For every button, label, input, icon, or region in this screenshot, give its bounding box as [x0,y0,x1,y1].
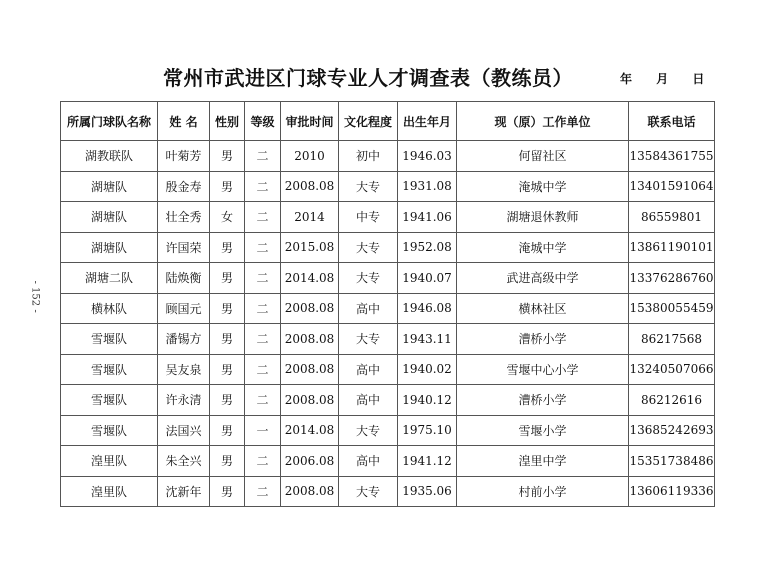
table-row [61,293,715,324]
cell-approval-date: 2008.08 [281,476,339,507]
cell-level: 二 [245,385,281,416]
header-phone: 联系电话 [629,102,715,141]
table-row [61,263,715,294]
cell-workplace: 淹城中学 [457,232,629,263]
cell-education: 大专 [339,232,398,263]
cell-birth: 1943.11 [398,324,457,355]
header-birth: 出生年月 [398,102,457,141]
cell-name: 潘锡方 [158,324,210,355]
cell-education: 高中 [339,385,398,416]
table-row [61,141,715,172]
cell-phone: 13685242693 [629,415,715,446]
coach-survey-table [60,101,715,507]
page-title: 常州市武进区门球专业人才调查表（教练员） [163,66,573,90]
cell-phone: 86559801 [629,202,715,233]
cell-name: 顾国元 [158,293,210,324]
cell-team: 湖塘队 [61,171,158,202]
header-education: 文化程度 [339,102,398,141]
cell-name: 叶菊芳 [158,141,210,172]
cell-level: 二 [245,202,281,233]
cell-education: 高中 [339,354,398,385]
cell-gender: 男 [210,385,245,416]
cell-education: 高中 [339,446,398,477]
cell-birth: 1946.08 [398,293,457,324]
date-fields [620,70,704,87]
cell-approval-date: 2008.08 [281,171,339,202]
cell-education: 中专 [339,202,398,233]
cell-level: 二 [245,324,281,355]
cell-gender: 男 [210,324,245,355]
header-name: 姓 名 [158,102,210,141]
cell-level: 二 [245,263,281,294]
cell-approval-date: 2014.08 [281,415,339,446]
header-level: 等级 [245,102,281,141]
table-row [61,232,715,263]
cell-phone: 13240507066 [629,354,715,385]
cell-team: 湖塘队 [61,232,158,263]
cell-birth: 1940.02 [398,354,457,385]
cell-gender: 男 [210,171,245,202]
cell-approval-date: 2008.08 [281,324,339,355]
cell-team: 雪堰队 [61,385,158,416]
cell-team: 湟里队 [61,476,158,507]
header-workplace: 现（原）工作单位 [457,102,629,141]
cell-birth: 1940.07 [398,263,457,294]
cell-name: 吴友泉 [158,354,210,385]
cell-level: 二 [245,293,281,324]
cell-team: 湖塘队 [61,202,158,233]
cell-workplace: 淹城中学 [457,171,629,202]
cell-workplace: 横林社区 [457,293,629,324]
cell-phone: 15351738486 [629,446,715,477]
cell-name: 法国兴 [158,415,210,446]
cell-approval-date: 2015.08 [281,232,339,263]
cell-team: 湟里队 [61,446,158,477]
cell-education: 大专 [339,324,398,355]
cell-team: 雪堰队 [61,354,158,385]
cell-name: 殷金寿 [158,171,210,202]
cell-birth: 1952.08 [398,232,457,263]
cell-phone: 13861190101 [629,232,715,263]
page-number: - 152 - [29,280,41,313]
cell-approval-date: 2008.08 [281,293,339,324]
cell-approval-date: 2008.08 [281,354,339,385]
cell-workplace: 湖塘退休教师 [457,202,629,233]
header-team: 所属门球队名称 [61,102,158,141]
cell-gender: 男 [210,354,245,385]
cell-team: 湖教联队 [61,141,158,172]
header-approval-date: 审批时间 [281,102,339,141]
cell-phone: 86212616 [629,385,715,416]
cell-level: 二 [245,232,281,263]
table-row [61,171,715,202]
cell-education: 初中 [339,141,398,172]
cell-approval-date: 2010 [281,141,339,172]
cell-birth: 1935.06 [398,476,457,507]
cell-birth: 1931.08 [398,171,457,202]
cell-approval-date: 2014 [281,202,339,233]
cell-team: 雪堰队 [61,324,158,355]
table-row [61,324,715,355]
cell-education: 大专 [339,263,398,294]
table-row [61,446,715,477]
cell-birth: 1940.12 [398,385,457,416]
cell-birth: 1946.03 [398,141,457,172]
cell-name: 壮全秀 [158,202,210,233]
date-day-label: 日 [692,72,705,86]
cell-phone: 13606119336 [629,476,715,507]
cell-workplace: 漕桥小学 [457,324,629,355]
cell-phone: 86217568 [629,324,715,355]
cell-phone: 13401591064 [629,171,715,202]
cell-gender: 男 [210,293,245,324]
cell-team: 雪堰队 [61,415,158,446]
table-row [61,415,715,446]
date-year-label: 年 [620,72,633,86]
cell-workplace: 村前小学 [457,476,629,507]
table-row [61,354,715,385]
cell-workplace: 武进高级中学 [457,263,629,294]
cell-team: 横林队 [61,293,158,324]
cell-level: 二 [245,446,281,477]
cell-education: 大专 [339,415,398,446]
cell-name: 许国荣 [158,232,210,263]
date-month-label: 月 [656,72,669,86]
table-row [61,202,715,233]
cell-name: 陆焕衡 [158,263,210,294]
cell-gender: 男 [210,232,245,263]
cell-education: 大专 [339,171,398,202]
cell-level: 一 [245,415,281,446]
cell-approval-date: 2006.08 [281,446,339,477]
table-row [61,476,715,507]
cell-gender: 男 [210,415,245,446]
cell-phone: 13584361755 [629,141,715,172]
table-row [61,385,715,416]
cell-gender: 男 [210,476,245,507]
cell-level: 二 [245,171,281,202]
cell-workplace: 雪堰小学 [457,415,629,446]
cell-workplace: 何留社区 [457,141,629,172]
cell-name: 许永清 [158,385,210,416]
cell-gender: 男 [210,141,245,172]
cell-gender: 男 [210,263,245,294]
cell-name: 沈新年 [158,476,210,507]
table-header-row [61,102,715,141]
cell-level: 二 [245,354,281,385]
cell-approval-date: 2008.08 [281,385,339,416]
cell-birth: 1941.12 [398,446,457,477]
cell-education: 大专 [339,476,398,507]
header-gender: 性别 [210,102,245,141]
cell-phone: 15380055459 [629,293,715,324]
cell-birth: 1975.10 [398,415,457,446]
cell-workplace: 雪堰中心小学 [457,354,629,385]
cell-name: 朱全兴 [158,446,210,477]
cell-birth: 1941.06 [398,202,457,233]
cell-gender: 女 [210,202,245,233]
cell-workplace: 漕桥小学 [457,385,629,416]
cell-phone: 13376286760 [629,263,715,294]
cell-team: 湖塘二队 [61,263,158,294]
cell-level: 二 [245,141,281,172]
cell-approval-date: 2014.08 [281,263,339,294]
cell-workplace: 湟里中学 [457,446,629,477]
cell-level: 二 [245,476,281,507]
cell-education: 高中 [339,293,398,324]
cell-gender: 男 [210,446,245,477]
